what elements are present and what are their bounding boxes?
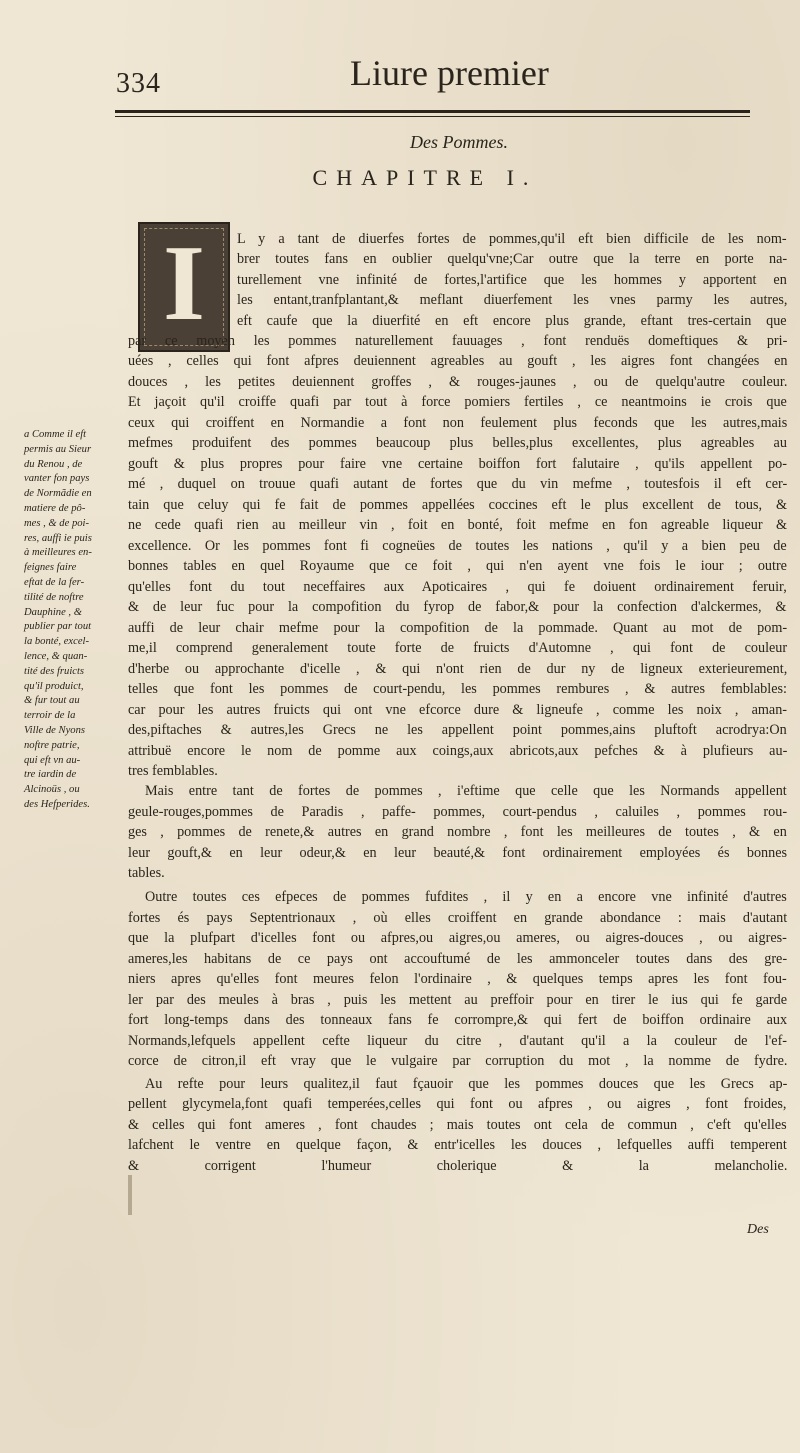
body-line: & de leur fuc pour la compofition du fyrop de fabor,& pour la confection d'alckermes, & <box>128 599 787 615</box>
body-line: attribuë encore le nom de pomme aux coings,aux abricots,aux pefches & à plufieurs au- <box>128 743 788 759</box>
margin-note-line: eftat de la fer- <box>24 576 85 588</box>
body-line: L y a tant de diuerfes fortes de pommes,qu'il eft bien difficile de les nom- <box>237 231 787 247</box>
margin-note-line: tre iardin de <box>24 769 77 781</box>
body-line: lafchent le ventre en quelque façon, & entr'icelles les douces , lefquelles auffi temperent <box>128 1137 787 1153</box>
body-line: ler par des meules à bras , puis les mettent au preffoir pour en tirer le ius qui fe garde <box>128 992 788 1008</box>
body-line: auffi de leur chair mefme pour la compofition de la pommade. Quant au mot de pom- <box>128 620 788 636</box>
body-line: Mais entre tant de fortes de pommes , i'eftime que celle que les Normands appellent <box>145 783 787 799</box>
body-line: les entant,tranfplantant,& meflant diuerfement les vnes parmy les autres, <box>237 292 788 308</box>
body-line: brer toutes fans en oublier quelqu'vne;Car outre que la terre en porte na- <box>237 251 788 267</box>
margin-note-line: Ville de Nyons <box>24 724 85 736</box>
margin-note-line: permis au Sieur <box>24 443 92 455</box>
margin-note-line: feignes faire <box>24 562 77 574</box>
margin-note-line: matiere de pô- <box>24 502 86 514</box>
body-line: bonnes tables en quel Royaume que ce foit , qui n'en ayent vne fois le iour ; outre <box>128 558 787 574</box>
body-line: pellent glycymela,font quafi temperées,celles qui font ou afpres , ou aigres , font froides, <box>128 1096 787 1112</box>
body-line: excellence. Or les pommes font fi cogneües de toutes les nations , qu'il y a bien peu de <box>128 538 787 554</box>
body-line: qu'elles font du tout neceffaires aux Apoticaires , qui fe doiuent ordinairement feruir, <box>128 579 787 595</box>
body-line: gouft & plus propres pour faire vne certaine boiffon fort falutaire , qu'ils appellent po- <box>128 456 788 472</box>
body-line: Normands,lefquels appellent cefte liqueur du citre , d'autant qu'il a la couleur de l'ef- <box>128 1033 788 1049</box>
margin-note-line: lence, & quan- <box>24 650 88 662</box>
page-number: 334 <box>116 68 161 99</box>
ink-stain <box>128 1175 132 1215</box>
chapter-heading: CHAPITRE I. <box>312 165 538 190</box>
body-line: turellement vne infinité de fortes,l'artifice que les hommes y apportent en <box>237 272 787 288</box>
body-line: geule-rouges,pommes de Paradis , paffe- pommes, court-pendus , caluiles , pommes rou- <box>128 804 788 820</box>
body-line: ameres,les habitans de ce pays ont accouftumé de les ammonceler toutes dans des gre- <box>128 951 788 967</box>
body-line: niers apres qu'elles font meures felon l'ordinaire , & quelques temps apres les font fou- <box>128 971 787 987</box>
body-line: me,il comprend generalement toute forte de fruicts d'Automne , qui font de couleur <box>128 640 788 656</box>
body-line: d'herbe ou approchante d'icelle , & qui n'ont rien de dur ny de ligneux exterieurement, <box>128 661 788 677</box>
margin-note-line: des Hefperides. <box>24 798 90 810</box>
body-line: car pour les autres fruicts qui ont vne efcorce dure & ligneufe , comme les noix , aman- <box>128 702 788 718</box>
body-line: Outre toutes ces efpeces de pommes fufdites , il y en a encore vne infinité d'autres <box>145 889 787 905</box>
margin-note-line: noftre patrie, <box>24 739 80 751</box>
body-line: que la plufpart d'icelles font ou afpres,ou aigres,ou ameres, ou aigres-douces , ou aigres- <box>128 930 787 946</box>
body-line: douces , les petites deuiennent groffes , & rouges-jaunes , ou de quelqu'autre couleur. <box>128 374 788 390</box>
header-rule <box>115 110 750 113</box>
margin-note-line: Alcinoüs , ou <box>24 784 80 796</box>
margin-note-line: qui eft vn au- <box>24 754 81 766</box>
section-title: Des Pommes. <box>410 132 508 152</box>
body-line: telles que font les pommes de court-pendu, les pommes rembures , & autres femblables: <box>128 681 787 697</box>
body-line: leur gouft,& en leur odeur,& en leur beauté,& font ordinairement employées és bonnes <box>128 845 788 861</box>
margin-note <box>24 428 122 813</box>
body-line: fortes és pays Septentrionaux , où elles croiffent en grande abondance : mais d'autant <box>128 910 788 926</box>
margin-note-line: à meilleures en- <box>24 547 92 559</box>
catchword: Des <box>747 1222 769 1237</box>
body-line: & corrigent l'humeur cholerique & la melancholie. <box>128 1158 788 1174</box>
body-line: uées , celles qui font afpres deuiennent agreables au gouft , les aigres font changées en <box>128 353 788 369</box>
header-rule-thin <box>115 116 750 117</box>
body-line: tain que celuy qui fe fait de pommes appellées coccines eft le plus excellent de tous, & <box>128 497 788 513</box>
body-line: eft caufe que la diuerfité en eft encore plus grande, eftant tres-certain que <box>237 313 787 329</box>
body-line: & celles qui font ameres , font chaudes ; mais toutes ont cela de commun , c'eft qu'elles <box>128 1117 787 1133</box>
margin-note-line: terroir de la <box>24 710 76 722</box>
margin-note-line: publier par tout <box>24 621 92 633</box>
body-line: fort long-temps dans des tonneaux fans fe corrompre,& qui fert de boiffon ordinaire aux <box>128 1012 788 1028</box>
initial-letter: I <box>162 224 206 343</box>
body-line: tables. <box>128 865 165 881</box>
body-line: tres femblables. <box>128 763 218 779</box>
margin-note-line: de Normãdie en <box>24 488 92 500</box>
margin-note-line: mes , & de poi- <box>24 517 90 529</box>
body-line: mefmes produifent des pommes beaucoup plus belles,plus excellentes, plus agreables au <box>128 435 787 451</box>
margin-note-line: & fur tout au <box>24 695 80 707</box>
margin-note-line: qu'il produict, <box>24 680 84 692</box>
margin-note-line: du Renou , de <box>24 458 83 470</box>
body-line: ceux qui croiffent en Normandie a font non feulement plus feconds que les autres,mais <box>128 415 788 431</box>
body-line: Au refte pour leurs qualitez,il faut fçauoir que les pommes douces que les Grecs ap- <box>145 1076 788 1092</box>
body-line: Et jaçoit qu'il croiffe quafi par tout à force pomiers fertiles , ce neantmoins ie crois que <box>128 394 787 410</box>
body-line: ges , pommes de renete,& autres en grand nombre , font les meilleures de toutes , & en <box>128 824 787 840</box>
margin-note-line: Dauphine , & <box>24 606 82 618</box>
margin-note-line: res, auffi ie puis <box>24 532 92 544</box>
body-line: par ce moyen les pommes naturellement fauuages , font renduës domeftiques & pri- <box>128 333 788 349</box>
margin-note-line: la bonté, excel- <box>24 636 90 648</box>
margin-note-line: tité des fruicts <box>24 665 85 677</box>
body-line: des,piftaches & autres,les Grecs ne les appellent point pommes,ains pluftoft acrodrya:On <box>128 722 787 738</box>
running-title: Liure premier <box>350 53 549 93</box>
body-line: corce de citron,il eft vray que le vulgaire par corruption du mot , la nomme de fydre. <box>128 1053 788 1069</box>
body-line: ne cede quafi rien au meilleur vin , foit en bonté, foit mefme en fon agreable liqueur & <box>128 517 787 533</box>
margin-note-line: tilité de noftre <box>24 591 84 603</box>
body-line: mé , duquel on trouue quafi autant de fortes que du vin mefme , toutesfois il eft cer- <box>128 476 788 492</box>
margin-note-line: a Comme il eft <box>24 429 87 440</box>
margin-note-line: vanter fon pays <box>24 473 90 485</box>
